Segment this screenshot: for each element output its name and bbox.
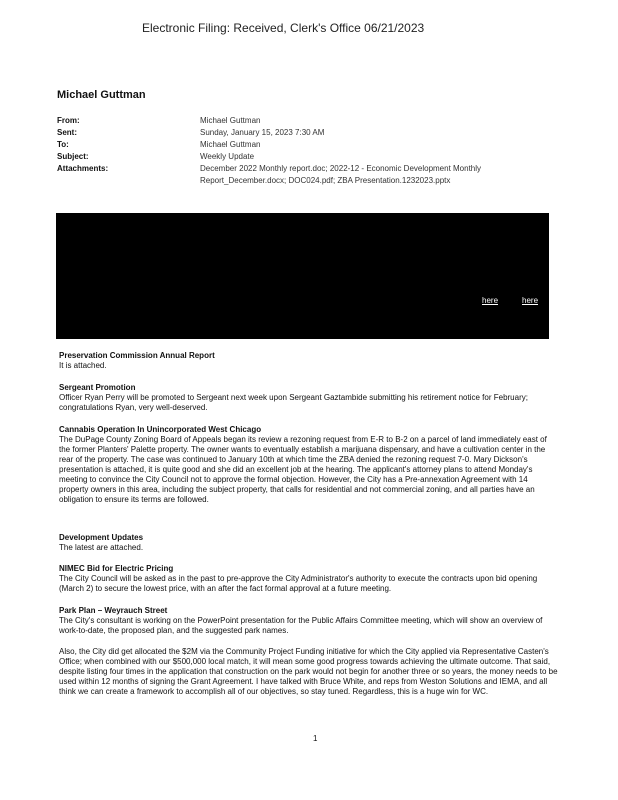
here-link-1[interactable]: here	[482, 296, 499, 305]
section-title: Sergeant Promotion	[59, 383, 136, 392]
section-title: Park Plan – Weyrauch Street	[59, 606, 168, 615]
section-park-plan	[59, 606, 559, 636]
header-value: December 2022 Monthly report.doc; 2022-12 - Economic Development Monthly Report_December.docx; DOC024.pdf; ZBA Presentation.1232023.pptx	[200, 164, 482, 185]
section-body: The DuPage County Zoning Board of Appeals began its review a rezoning request from E-R to B-2 on a parcel of land immediately east of the former Planters' Palette property. The owner wants to eventually establish a marijuana dispensary, and have a cultivation center in the rear of the property. The case was continued to January 10th at which time the ZBA denied the rezoning request 7-0. Mary Dickson's presentation is attached, it is quite good and she did an excellent job at the hearing. The applicant's attorney plans to attend Monday's meeting to convince the City Council not to approve the formal objection. However, the City has a Pre-annexation Agreement with 14 property owners in this area, including the subject property, that calls for residential and not commercial zoning, and all parties have an obligation to ensure its terms are followed.	[59, 435, 547, 504]
section-nimec	[59, 564, 559, 594]
section-body: The City's consultant is working on the PowerPoint presentation for the Public Affairs Committee meeting, which will show an overview of work-to-date, the proposed plan, and the suggested park names.	[59, 616, 543, 635]
section-title: Development Updates	[59, 533, 144, 542]
section-body: Officer Ryan Perry will be promoted to Sergeant next week upon Sergeant Gaztambide submitting his retirement notice for February; congratulations Ryan, very well-deserved.	[59, 393, 528, 412]
section-cannabis	[59, 425, 559, 505]
section-body: The City Council will be asked as in the past to pre-approve the City Administrator's authority to execute the contracts upon bid opening (March 2) to secure the lowest price, with an after the fact formal approval at a future meeting.	[59, 574, 538, 593]
header-label: Attachments:	[57, 164, 109, 173]
section-title: NIMEC Bid for Electric Pricing	[59, 564, 174, 573]
page-number: 1	[313, 734, 318, 743]
redacted-banner	[56, 213, 549, 339]
header-value: Michael Guttman	[200, 140, 261, 149]
filing-stamp: Electronic Filing: Received, Clerk's Office 06/21/2023	[142, 21, 425, 35]
sender-name: Michael Guttman	[57, 89, 146, 101]
section-body: It is attached.	[59, 361, 107, 370]
header-label: Sent:	[57, 128, 77, 137]
header-label: From:	[57, 116, 80, 125]
header-label: To:	[57, 140, 69, 149]
section-title: Preservation Commission Annual Report	[59, 351, 215, 360]
section-body: Also, the City did get allocated the $2M via the Community Project Funding initiative for which the City applied via Representative Casten's Office; when combined with our $500,000 local match, it will mean some good progress towards achieving the ultimate outcome. That said, despite listing four times in the application that construction on the park would not begin for another three or so years, the money needs to be used within 12 months of signing the Grant Agreement. I have talked with Bruce White, and reps from Weston Solutions and IEMA, and all think we can create a framework to accomplish all of our objectives, so stay tuned. Regardless, this is a huge win for WC.	[59, 647, 558, 696]
section-development	[59, 533, 559, 553]
section-preservation	[59, 351, 559, 371]
section-sergeant	[59, 383, 559, 413]
section-title: Cannabis Operation In Unincorporated West Chicago	[59, 425, 262, 434]
header-label: Subject:	[57, 152, 89, 161]
header-value: Michael Guttman	[200, 116, 261, 125]
here-link-2[interactable]: here	[522, 296, 539, 305]
header-value: Weekly Update	[200, 152, 255, 161]
header-value: Sunday, January 15, 2023 7:30 AM	[200, 128, 325, 137]
section-park-funding	[59, 647, 559, 697]
section-body: The latest are attached.	[59, 543, 144, 552]
